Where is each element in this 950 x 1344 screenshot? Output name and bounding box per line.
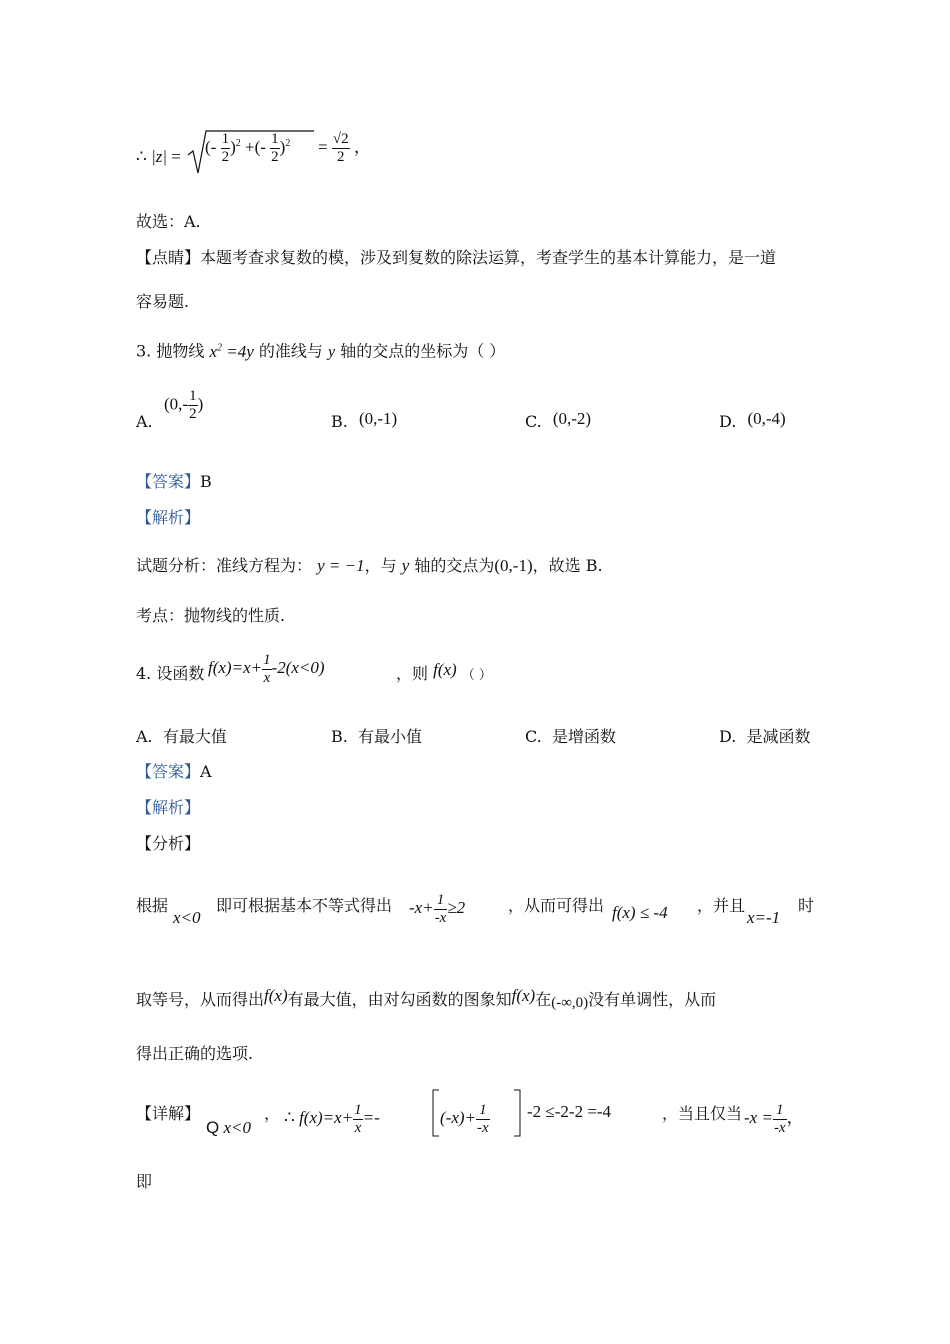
blank-paren: （ ） — [461, 668, 492, 683]
fenxi-line1-d: ，并且 — [697, 896, 746, 915]
func-tail: -2(x<0) — [271, 658, 325, 678]
detail-comma: ， — [264, 1104, 281, 1123]
therefore-symbol: ∴ — [136, 147, 147, 166]
detail-equality — [744, 1090, 804, 1136]
half-fraction-1 — [221, 131, 231, 166]
q3-mid: 的准线与 — [258, 341, 323, 361]
den: 2 — [271, 149, 279, 165]
option-value: (0,-4) — [747, 409, 786, 428]
den: -x — [773, 1120, 786, 1136]
a-fraction — [188, 388, 198, 423]
option-text: 是减函数 — [746, 727, 811, 746]
l2-b: 有最大值，由对勾函数的图象知 — [287, 990, 512, 1009]
fenxi-line1-e: 时 — [798, 896, 815, 915]
answer-tag: 【答案】 — [136, 762, 201, 781]
detail-tail: -2 ≤-2-2 =-4 — [527, 1102, 612, 1121]
q4-option-a — [136, 727, 227, 747]
num: 1 — [221, 131, 230, 147]
l2-interval: (-∞,0) — [551, 995, 589, 1011]
post: ) — [197, 394, 204, 414]
next-line: 即 — [136, 1172, 153, 1191]
num: 1 — [776, 1102, 784, 1118]
expr-post: ≥2 — [447, 898, 466, 918]
detail-tag: 【详解】 — [136, 1104, 201, 1123]
directrix-eq: y = −1 — [317, 556, 365, 575]
equals: = — [318, 137, 328, 157]
q4-fraction — [262, 652, 272, 687]
fenxi-line2 — [136, 986, 717, 1011]
half-fraction-2 — [270, 131, 280, 166]
q3-stem — [136, 338, 505, 363]
eq: =- — [362, 1108, 380, 1128]
num: 1 — [354, 1102, 362, 1118]
q4-stem — [136, 664, 204, 684]
rhs: =4y — [226, 341, 254, 361]
den: x — [263, 670, 271, 686]
option-label: D. — [719, 727, 737, 746]
q4-option-d — [719, 727, 811, 747]
detail-cond — [206, 1118, 251, 1138]
detail-fraction-2 — [476, 1102, 490, 1137]
detail-fraction-3 — [773, 1102, 787, 1137]
q4-answer — [136, 762, 212, 782]
option-label: B. — [331, 412, 348, 431]
square: 2 — [235, 137, 241, 149]
option-text: 是增函数 — [551, 727, 616, 746]
num: 1 — [189, 388, 197, 404]
option-label: D. — [719, 412, 737, 431]
q4-function — [208, 640, 325, 686]
y-axis: y — [327, 343, 336, 361]
num: √2 — [332, 131, 349, 147]
detail-expr — [284, 1090, 380, 1136]
l2-d: 没有单调性，从而 — [588, 990, 717, 1009]
fenxi-fraction — [434, 892, 448, 927]
q3-option-c — [525, 409, 592, 432]
l2-a: 取等号，从而得出 — [136, 990, 265, 1009]
because-symbol: Q — [206, 1118, 220, 1137]
q4-analysis-tag: 【解析】 — [136, 798, 201, 817]
num: 1 — [271, 131, 279, 147]
option-text: 有最大值 — [162, 727, 227, 746]
y-var: y — [401, 556, 410, 575]
option-label: C. — [525, 727, 542, 746]
option-value: (0,-2) — [552, 409, 592, 428]
z-abs: |z| — [151, 147, 168, 166]
num: 1 — [436, 892, 445, 908]
q3-equation — [209, 342, 253, 361]
sqrt-result — [318, 131, 371, 166]
q4-stem-mid — [396, 660, 492, 686]
comment-line-cont: 容易题. — [136, 292, 190, 311]
option-label: A. — [136, 727, 153, 746]
den: x — [354, 1120, 362, 1136]
num: 1 — [479, 1102, 487, 1118]
equals: = — [171, 147, 181, 166]
q3-analysis — [136, 556, 603, 576]
q3-option-a-value — [164, 388, 203, 423]
fenxi-line1-expr — [409, 880, 466, 926]
fx: f(x) — [433, 660, 457, 679]
plus: +(- — [245, 137, 266, 157]
lhs: -x = — [744, 1108, 773, 1128]
analysis-mid: ，与 — [364, 556, 397, 575]
q3-point: 考点：抛物线的性质. — [136, 606, 286, 625]
num: 1 — [263, 652, 271, 668]
option-label: A. — [136, 412, 153, 431]
comma: ， — [353, 137, 371, 157]
q3-option-d — [719, 409, 786, 432]
fenxi-line1-a: 根据 — [136, 896, 169, 915]
br-pre: (-x)+ — [440, 1108, 477, 1128]
den: 2 — [189, 406, 197, 422]
comment-line: 【点睛】本题考查求复数的模，涉及到复数的除法运算，考查学生的基本计算能力，是一道 — [136, 248, 777, 267]
fenxi-line3: 得出正确的选项. — [136, 1044, 254, 1063]
choice-line: 故选：A. — [136, 212, 201, 231]
detail-when: ，当且仅当 — [662, 1104, 743, 1123]
q3-prefix: 3. 抛物线 — [136, 341, 205, 361]
fenxi-line1-x: x=-1 — [747, 908, 781, 927]
fenxi-line1-f: f(x) ≤ -4 — [612, 903, 668, 922]
l2-c: 在 — [535, 990, 552, 1009]
analysis-pre: 试题分析：准线方程为： — [136, 556, 313, 575]
q4-fenxi-tag: 【分析】 — [136, 834, 201, 853]
option-label: B. — [331, 727, 348, 746]
q4-mid: ，则 — [396, 664, 429, 683]
detail-fraction-1 — [353, 1102, 363, 1137]
q3-end: 轴的交点的坐标为（ ） — [340, 341, 506, 361]
modulus-formula — [136, 147, 181, 167]
den: 2 — [221, 149, 230, 165]
analysis-mid2: 轴的交点为 — [414, 556, 495, 575]
paren-left: (- — [205, 137, 217, 157]
func-def: f(x)=x+ — [208, 658, 263, 678]
pre: (0,- — [164, 394, 189, 414]
detail-f: f(x)=x+ — [299, 1108, 354, 1128]
den: -x — [434, 910, 447, 926]
option-text: 有最小值 — [358, 727, 423, 746]
answer-value: B — [200, 472, 212, 491]
answer-value: A — [200, 762, 212, 781]
exp: 2 — [217, 342, 222, 353]
den: -x — [477, 1120, 489, 1136]
fenxi-line1-b: 即可根据基本不等式得出 — [216, 896, 393, 915]
q4-option-b — [331, 727, 422, 747]
q3-option-b — [331, 409, 398, 432]
den: 2 — [332, 148, 350, 166]
answer-tag: 【答案】 — [136, 472, 201, 491]
expr-pre: -x+ — [409, 898, 434, 918]
l2-f2: f(x) — [511, 986, 536, 1005]
q4-option-c — [525, 727, 616, 747]
option-label: C. — [525, 412, 542, 431]
q3-analysis-tag: 【解析】 — [136, 508, 201, 527]
root2-fraction — [332, 131, 350, 166]
l2-f: f(x) — [264, 986, 288, 1005]
q4-prefix: 4. 设函数 — [136, 664, 205, 683]
fenxi-line1-cond: x<0 — [173, 908, 201, 927]
therefore: ∴ — [284, 1108, 295, 1128]
square: 2 — [285, 137, 291, 149]
option-value: (0,-1) — [358, 409, 398, 428]
q3-option-a — [136, 412, 153, 432]
analysis-end: ，故选 B. — [532, 556, 603, 575]
x: x — [209, 341, 217, 361]
q3-answer — [136, 472, 212, 492]
cond: x<0 — [223, 1118, 252, 1137]
end-comma: ， — [786, 1108, 804, 1128]
detail-bracket-content — [440, 1090, 490, 1136]
fenxi-line1-c: ，从而可得出 — [508, 896, 605, 915]
intersection-point: (0,-1) — [494, 556, 533, 575]
sqrt-inner: (- $\frac{1}{2}$ )$^2$ +(- $\frac{1}{2}$ )$^2$ — [205, 131, 291, 165]
